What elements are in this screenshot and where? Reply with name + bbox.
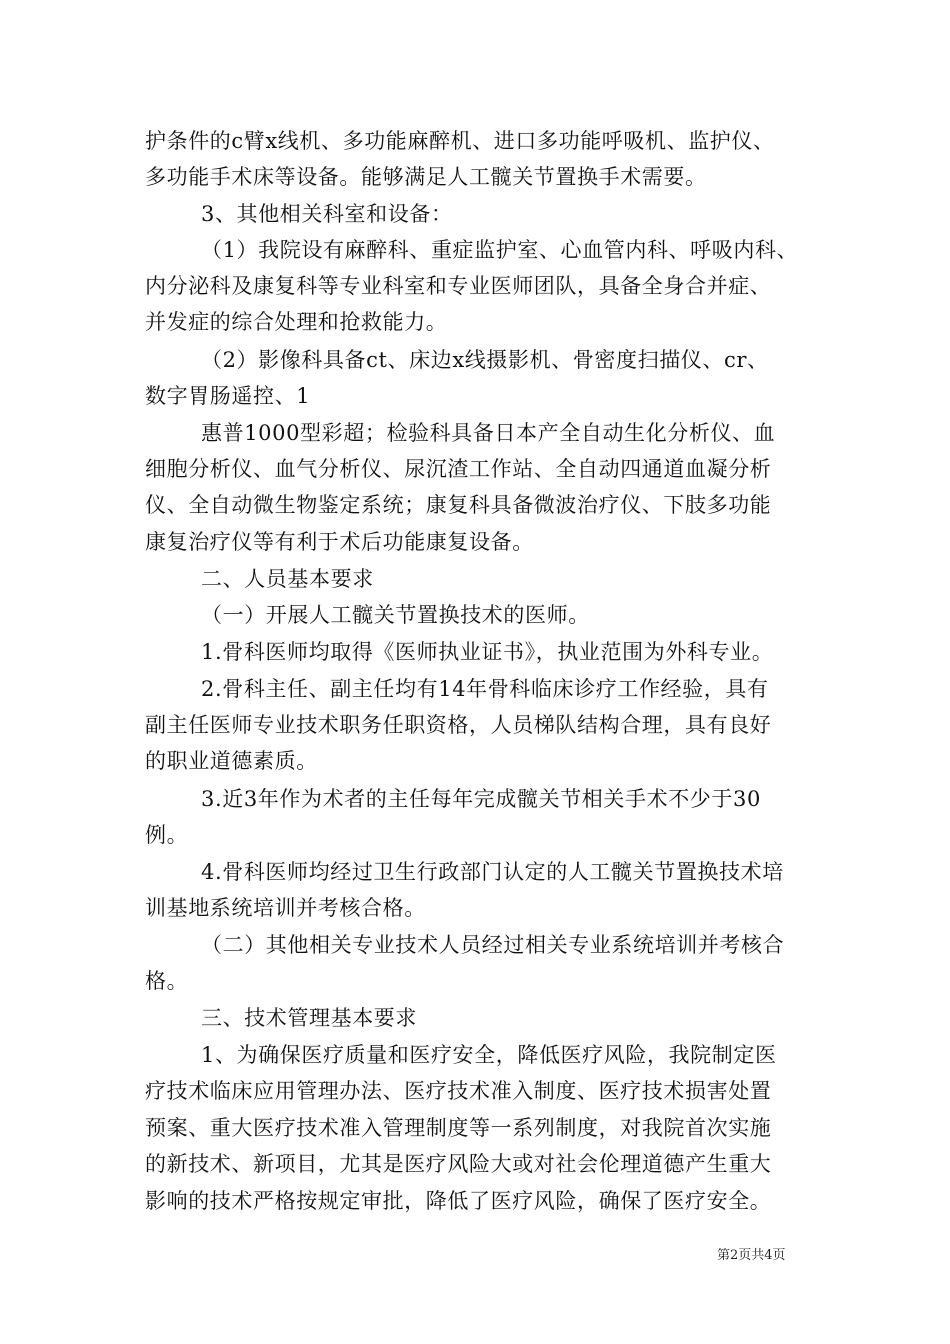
text-line-17: 副主任医师专业技术职务任职资格，人员梯队结构合理，具有良好: [145, 713, 772, 737]
text-line-7: （2）影像科具备ct、床边x线摄影机、骨密度扫描仪、cr、: [201, 348, 769, 372]
text-line-8: 数字胃肠遥控、1: [145, 384, 311, 408]
text-line-16: 2.骨科主任、副主任均有14年骨科临床诊疗工作经验，具有: [201, 677, 769, 701]
text-line-4: （1）我院设有麻醉科、重症监护室、心血管内科、呼吸内科、: [201, 238, 799, 262]
text-line-22: 训基地系统培训并考核合格。: [145, 896, 426, 920]
text-line-29: 的新技术、新项目，尤其是医疗风险大或对社会伦理道德产生重大: [145, 1152, 772, 1176]
section-heading-2: 二、人员基本要求: [201, 567, 374, 591]
text-line-20: 例。: [145, 823, 189, 847]
text-line-30: 影响的技术严格按规定审批，降低了医疗风险，确保了医疗安全。: [145, 1189, 772, 1213]
text-line-6: 并发症的综合处理和抢救能力。: [145, 310, 448, 334]
text-line-2: 多功能手术床等设备。能够满足人工髋关节置换手术需要。: [145, 165, 707, 189]
text-line-11: 仪、全自动微生物鉴定系统；康复科具备微波治疗仪、下肢多功能: [145, 493, 772, 517]
section-heading-3-mgmt: 三、技术管理基本要求: [201, 1006, 417, 1030]
text-line-9: 惠普1000型彩超；检验科具备日本产全自动生化分析仪、血: [201, 421, 776, 445]
page-number-footer: 第2页共4页: [717, 1248, 786, 1263]
text-line-21: 4.骨科医师均经过卫生行政部门认定的人工髋关节置换技术培: [201, 860, 784, 884]
text-line-26: 1、为确保医疗质量和医疗安全，降低医疗风险，我院制定医: [201, 1043, 777, 1067]
text-line-18: 的职业道德素质。: [145, 749, 318, 773]
text-line-24: 格。: [145, 969, 189, 993]
text-line-28: 预案、重大医疗技术准入管理制度等一系列制度，对我院首次实施: [145, 1116, 772, 1140]
text-line-5: 内分泌科及康复科等专业科室和专业医师团队，具备全身合并症、: [145, 274, 772, 298]
text-line-10: 细胞分析仪、血气分析仪、尿沉渣工作站、全自动四通道血凝分析: [145, 457, 772, 481]
text-line-15: 1.骨科医师均取得《医师执业证书》，执业范围为外科专业。: [201, 640, 774, 664]
text-line-1: 护条件的c臂x线机、多功能麻醉机、进口多功能呼吸机、监护仪、: [145, 129, 775, 153]
subsection-heading-1: （一）开展人工髋关节置换技术的医师。: [201, 603, 590, 627]
text-line-27: 疗技术临床应用管理办法、医疗技术准入制度、医疗技术损害处置: [145, 1079, 772, 1103]
text-line-12: 康复治疗仪等有利于术后功能康复设备。: [145, 530, 534, 554]
section-heading-3: 3、其他相关科室和设备：: [201, 202, 453, 226]
text-line-19: 3.近3年作为术者的主任每年完成髋关节相关手术不少于30: [201, 787, 761, 811]
subsection-heading-2: （二）其他相关专业技术人员经过相关专业系统培训并考核合: [201, 933, 785, 957]
